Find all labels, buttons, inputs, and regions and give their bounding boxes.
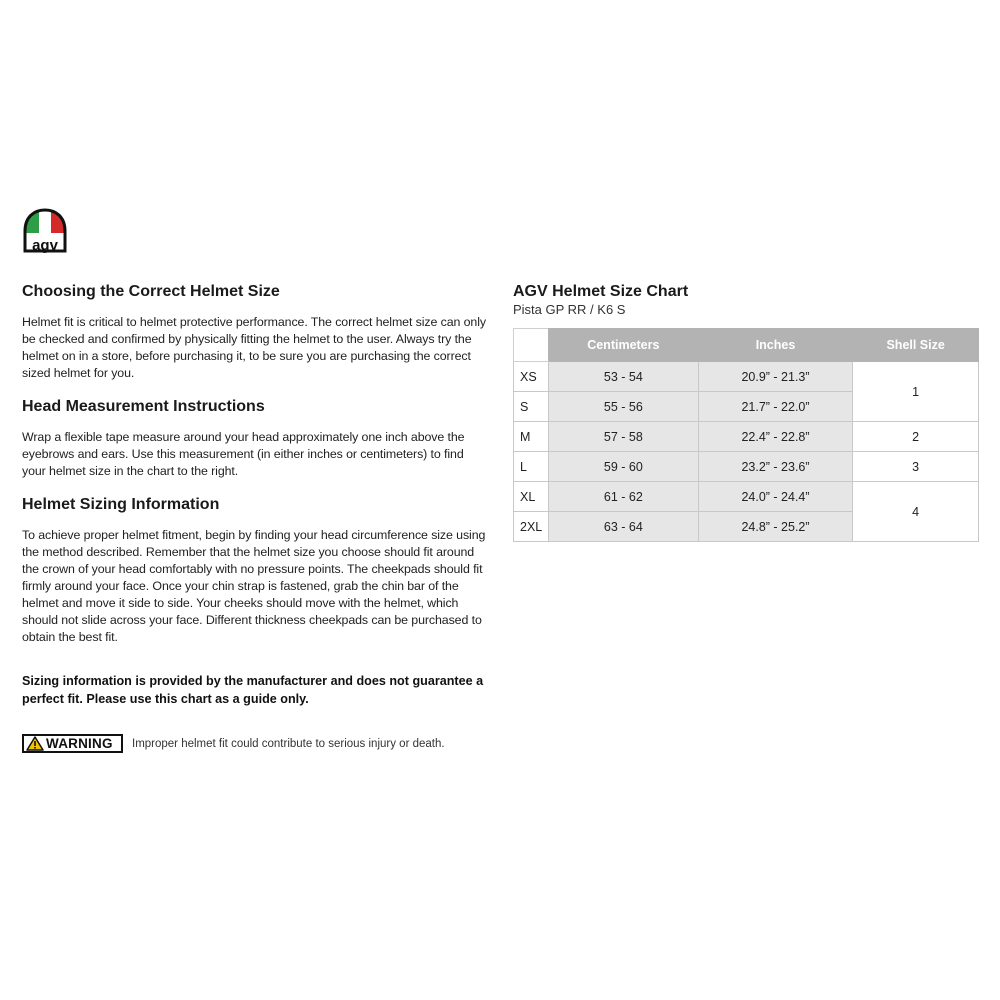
agv-logo-icon (21, 207, 69, 257)
table-row (514, 422, 979, 452)
shell-cell: 2 (853, 422, 979, 452)
section-body-measurement: Wrap a flexible tape measure around your head approximately one inch above the eyebrows and ears. Use this measurement (in either inches or centimeters) to find your helmet size in the chart to the right. (22, 430, 465, 478)
inches-cell: 24.8” - 25.2” (698, 512, 853, 542)
table-header-row (514, 329, 979, 362)
size-label: 2XL (514, 512, 549, 542)
header-inches: Inches (698, 329, 853, 362)
table-row (514, 362, 979, 392)
section-title-sizing-info: Helmet Sizing Information (22, 496, 220, 513)
header-shell-size: Shell Size (853, 329, 979, 362)
header-centimeters: Centimeters (548, 329, 698, 362)
logo-text: agv (32, 237, 58, 254)
size-label: XS (514, 362, 549, 392)
shell-cell: 1 (853, 362, 979, 422)
warning-label: WARNING (46, 736, 113, 751)
shell-cell: 4 (853, 482, 979, 542)
table-row (514, 482, 979, 512)
warning-triangle-icon (26, 736, 44, 751)
table-row (514, 452, 979, 482)
warning-badge (22, 734, 123, 753)
warning-row (22, 734, 445, 753)
inches-cell: 24.0” - 24.4” (698, 482, 853, 512)
section-body-sizing-info: To achieve proper helmet fitment, begin by finding your head circumference size using the method described. Remember that the helmet size you choose should fit around the crown of your head comfortably with no pressure points. The cheekpads should fit firmly around your face. Once your chin strap is fastened, grab the chin bar of the helmet and move it side to side. Your cheeks should move with the helmet, which should not slide across your face. Different thickness cheekpads can be purchased to obtain the best fit. (22, 528, 486, 644)
size-table (513, 328, 979, 542)
cm-cell: 61 - 62 (548, 482, 698, 512)
header-size (514, 329, 549, 362)
size-label: XL (514, 482, 549, 512)
inches-cell: 22.4” - 22.8” (698, 422, 853, 452)
cm-cell: 53 - 54 (548, 362, 698, 392)
size-label: M (514, 422, 549, 452)
inches-cell: 21.7” - 22.0” (698, 392, 853, 422)
section-body-choosing: Helmet fit is critical to helmet protective performance. The correct helmet size can only be checked and confirmed by physically fitting the helmet to the user. Always try the helmet on in a store, before purchasing it, to be sure you are purchasing the correct sized helmet for you. (22, 315, 486, 380)
inches-cell: 20.9” - 21.3” (698, 362, 853, 392)
chart-title: AGV Helmet Size Chart (513, 283, 689, 300)
cm-cell: 55 - 56 (548, 392, 698, 422)
size-label: S (514, 392, 549, 422)
chart-subtitle: Pista GP RR / K6 S (513, 302, 626, 317)
size-label: L (514, 452, 549, 482)
warning-text: Improper helmet fit could contribute to serious injury or death. (132, 737, 445, 750)
section-title-measurement: Head Measurement Instructions (22, 398, 265, 415)
cm-cell: 59 - 60 (548, 452, 698, 482)
disclaimer-text: Sizing information is provided by the manufacturer and does not guarantee a perfect fit. Please use this chart as a guide only. (22, 674, 484, 706)
cm-cell: 57 - 58 (548, 422, 698, 452)
section-title-choosing: Choosing the Correct Helmet Size (22, 283, 280, 300)
inches-cell: 23.2” - 23.6” (698, 452, 853, 482)
cm-cell: 63 - 64 (548, 512, 698, 542)
shell-cell: 3 (853, 452, 979, 482)
